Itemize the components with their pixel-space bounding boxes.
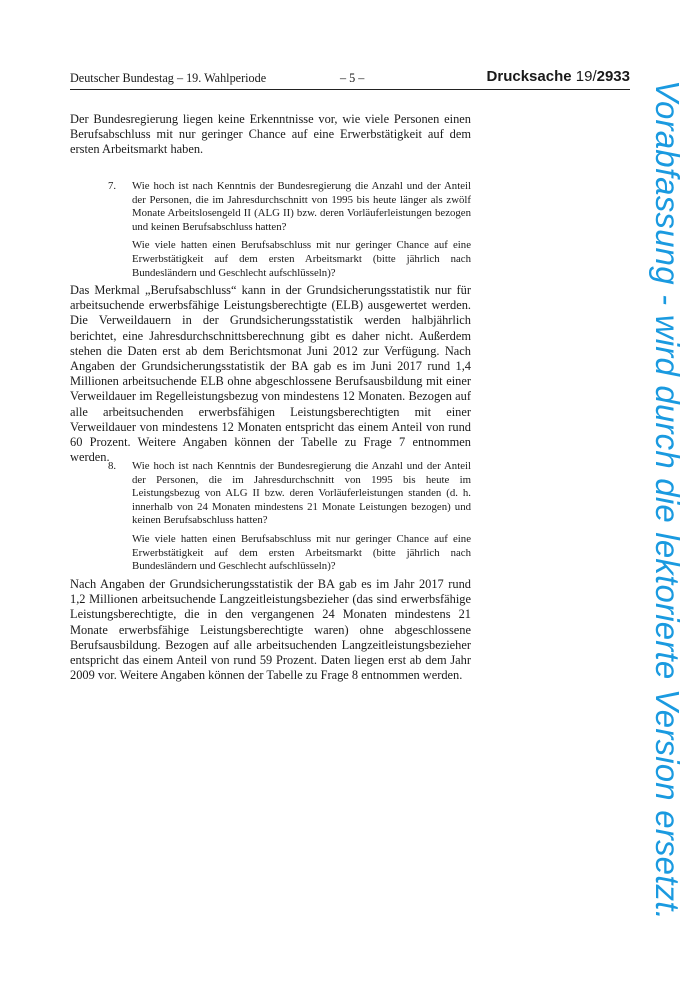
answer-paragraph-1: Der Bundesregierung liegen keine Erkenntnisse vor, wie viele Personen einen Berufsabschluss mit nur geringer Chance auf eine Erwerbstätigkeit auf dem ersten Arbeitsmarkt haben.	[70, 112, 471, 157]
doc-label: Drucksache	[486, 68, 572, 85]
question-8	[108, 460, 471, 574]
doc-number-value: 2933	[596, 68, 630, 85]
page-number: – 5 –	[340, 71, 365, 85]
header-parliament: Deutscher Bundestag – 19. Wahlperiode	[70, 71, 267, 85]
question-number: 8.	[108, 460, 117, 472]
question-text: Wie hoch ist nach Kenntnis der Bundesregierung die Anzahl und der Anteil der Personen, die im Jahresdurchschnitt von 1995 bis heute länger als zwölf Monate Arbeitslosengeld II (ALG II) bzw. deren Vorläuferleistungen bezogen und keinen Berufsabschluss hatten?	[132, 180, 471, 233]
question-number: 7.	[108, 180, 117, 192]
question-7	[108, 180, 471, 280]
draft-watermark: Vorabfassung - wird durch die lektorierte Version ersetzt.	[649, 79, 686, 921]
document-number	[487, 68, 630, 85]
question-text: Wie hoch ist nach Kenntnis der Bundesregierung die Anzahl und der Anteil der Personen, die im Jahresdurchschnitt von 1995 bis heute im Leistungsbezug von ALG II bzw. deren Vorläuferleistungen standen (d. h. innerhalb von 24 Monaten mindestens 21 Monate Leistungen bezogen) und keinen Berufsabschluss hatten?	[132, 460, 471, 527]
question-subtext: Wie viele hatten einen Berufsabschluss mit nur geringer Chance auf eine Erwerbstätigkeit auf dem ersten Arbeitsmarkt (bitte jährlich nach Bundesländern und Geschlecht aufschlüsseln)?	[132, 532, 471, 573]
page-header	[70, 68, 630, 90]
doc-period: 19/	[575, 68, 597, 85]
answer-paragraph-8: Nach Angaben der Grundsicherungsstatistik der BA gab es im Jahr 2017 rund 1,2 Millionen arbeitsuchende Langzeitleistungsbezieher (das sind erwerbsfähige Leistungsberechtigte, die in den vergangenen 24 Monaten mindestens 21 Monate erwerbsfähige Leistungsberechtigte waren) ohne abgeschlossene Berufsausbildung. Bezogen auf alle arbeitsuchenden Langzeitleistungsbezieher entspricht das einem Anteil von rund 59 Prozent. Daten liegen erst ab dem Jahr 2009 vor. Weitere Angaben können der Tabelle zu Frage 8 entnommen werden.	[70, 577, 471, 683]
question-subtext: Wie viele hatten einen Berufsabschluss mit nur geringer Chance auf eine Erwerbstätigkeit auf dem ersten Arbeitsmarkt (bitte jährlich nach Bundesländern und Geschlecht aufschlüsseln)?	[132, 239, 471, 279]
answer-paragraph-7: Das Merkmal „Berufsabschluss“ kann in der Grundsicherungsstatistik nur für arbeitsuchende erwerbsfähige Leistungsberechtigte (ELB) ausgewertet werden. Die Verweildauern in der Grundsicherungsstatistik werden halbjährlich berichtet, eine Jahresdurchschnittsberechnung gibt es daher nicht. Außerdem stehen die Daten erst ab dem Berichtsmonat Juni 2012 zur Verfügung. Nach Angaben der Grundsicherungsstatistik der BA gab es im Juni 2017 rund 1,4 Millionen arbeitsuchende ELB ohne abgeschlossene Berufsausbildung mit einer Verweildauer im Regelleistungsbezug von mindestens 12 Monaten. Bezogen auf alle arbeitsuchenden erwerbsfähigen Leistungsberechtigten mit einer Verweildauer von mindestens 12 Monaten entspricht das einem Anteil von rund 60 Prozent. Weitere Angaben können der Tabelle zu Frage 7 entnommen werden.	[70, 283, 471, 465]
